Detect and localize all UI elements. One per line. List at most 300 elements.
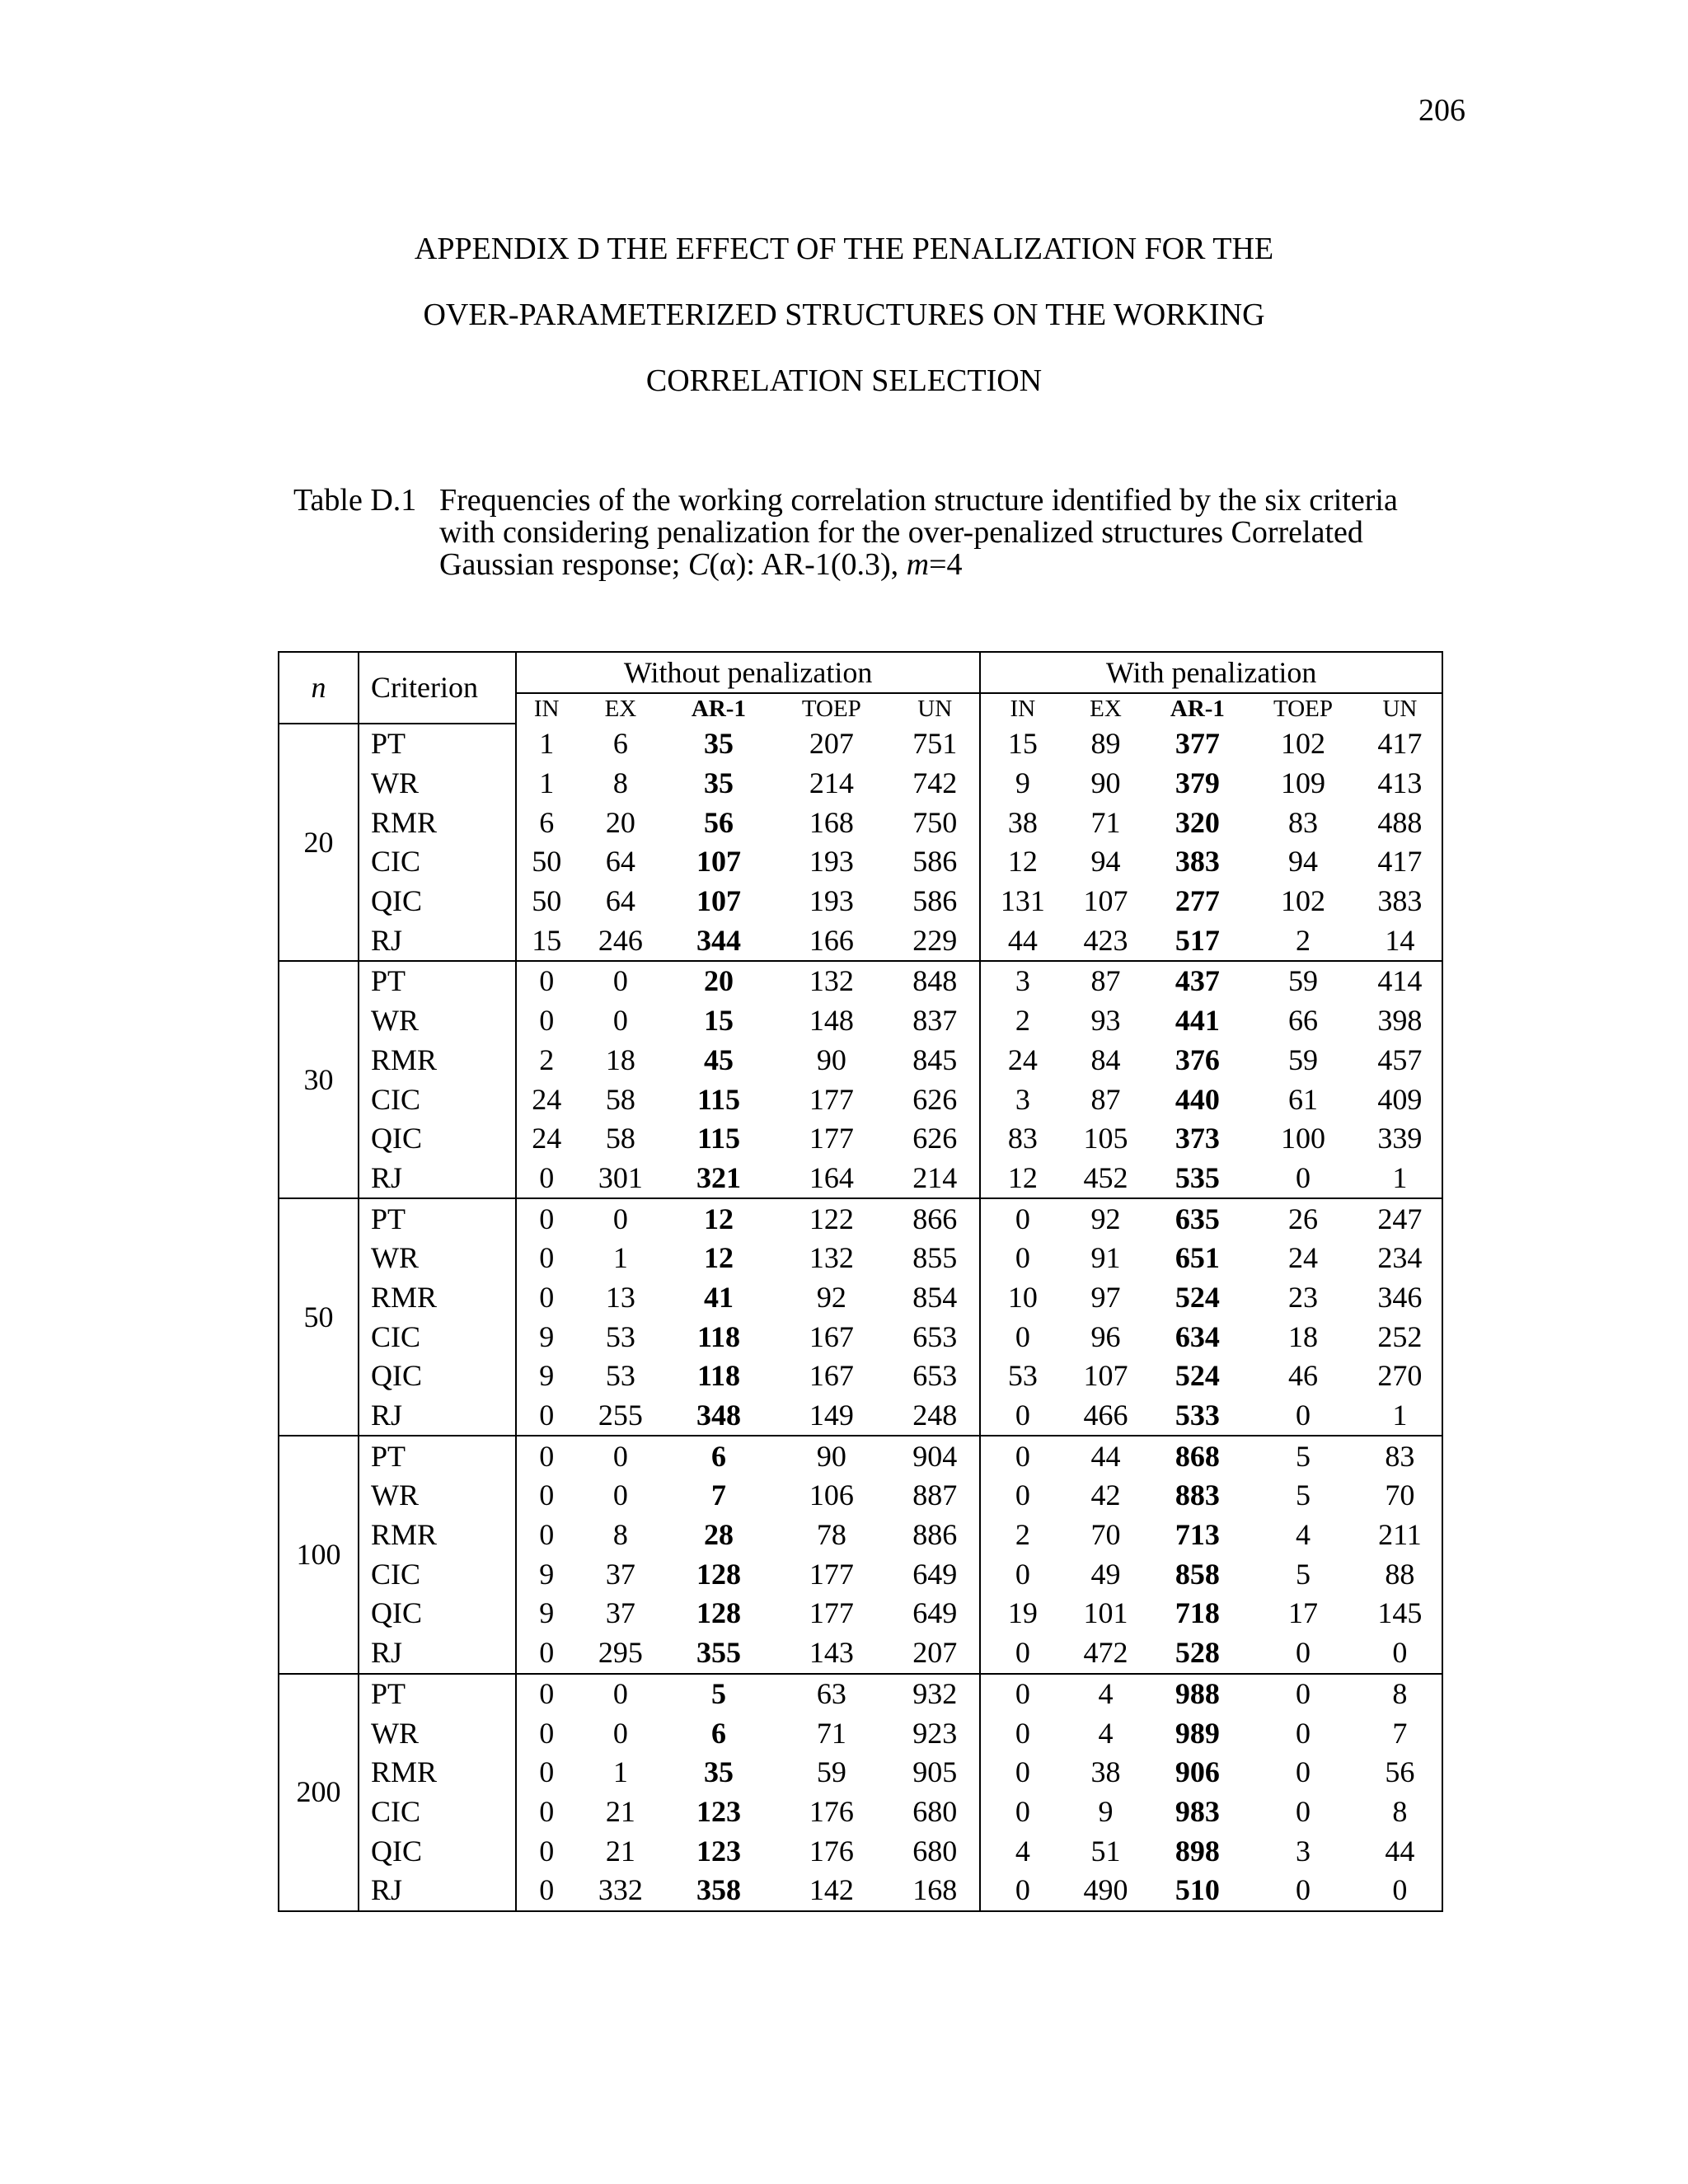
value-without-penalization: 12	[703, 1241, 734, 1275]
value-with-penalization: 983	[1175, 1794, 1220, 1828]
value-with-penalization: 1	[1358, 1396, 1442, 1436]
value-with-penalization: 24	[1288, 1241, 1319, 1275]
value-without-penalization: 59	[816, 1755, 846, 1789]
value-with-penalization: 9	[1098, 1794, 1114, 1828]
value-without-penalization: 0	[539, 1280, 555, 1314]
value-without-penalization: 118	[696, 1359, 740, 1393]
criterion-cell: QIC	[359, 1594, 516, 1633]
criterion-cell: QIC	[359, 882, 516, 921]
value-without-penalization: 1	[612, 1241, 628, 1275]
value-with-penalization: 0	[1015, 1439, 1030, 1473]
value-with-penalization: 883	[1175, 1479, 1220, 1512]
subheader-in: IN	[533, 696, 560, 722]
criterion-cell: WR	[359, 1001, 516, 1041]
value-without-penalization: 6	[539, 805, 555, 839]
value-with-penalization: 423	[1064, 921, 1146, 961]
value-with-penalization: 417	[1358, 724, 1442, 764]
value-without-penalization: 248	[890, 1396, 980, 1436]
table-row	[279, 803, 1442, 842]
value-with-penalization: 270	[1358, 1357, 1442, 1396]
table-row	[279, 1713, 1442, 1753]
table-row	[279, 1001, 1442, 1041]
value-with-penalization: 24	[1007, 1043, 1038, 1076]
value-without-penalization: 348	[664, 1396, 772, 1436]
caption-m-value: =4	[929, 547, 963, 582]
value-with-penalization: 906	[1175, 1755, 1220, 1789]
value-with-penalization: 102	[1281, 884, 1326, 918]
table-caption	[293, 485, 1447, 581]
value-with-penalization: 0	[1248, 1871, 1358, 1911]
value-with-penalization: 0	[1248, 1159, 1358, 1199]
value-without-penalization: 0	[516, 1396, 576, 1436]
value-with-penalization: 107	[1083, 884, 1128, 918]
table-row	[279, 1317, 1442, 1357]
sample-size-cell: 100	[279, 1436, 359, 1673]
value-with-penalization: 8	[1358, 1674, 1442, 1714]
header-without-penalization: Without penalization	[516, 652, 980, 693]
value-with-penalization: 59	[1288, 1043, 1319, 1076]
value-with-penalization: 66	[1288, 1004, 1319, 1038]
page-number: 206	[1418, 93, 1465, 128]
value-without-penalization: 21	[605, 1834, 635, 1868]
value-without-penalization: 887	[890, 1476, 980, 1516]
criterion-cell: PT	[359, 1198, 516, 1239]
criterion-cell: RJ	[359, 1159, 516, 1199]
value-with-penalization: 131	[1000, 884, 1045, 918]
value-with-penalization: 490	[1064, 1871, 1146, 1911]
value-with-penalization: 89	[1090, 726, 1121, 760]
value-with-penalization: 234	[1358, 1239, 1442, 1278]
value-without-penalization: 905	[890, 1753, 980, 1793]
criterion-cell: RJ	[359, 1871, 516, 1911]
value-without-penalization: 149	[772, 1396, 890, 1436]
value-with-penalization: 70	[1090, 1518, 1121, 1552]
subheader-in: IN	[1010, 696, 1036, 722]
value-with-penalization: 718	[1175, 1596, 1220, 1630]
value-without-penalization: 143	[772, 1633, 890, 1674]
value-with-penalization: 3	[1296, 1834, 1311, 1868]
criterion-cell: CIC	[359, 1317, 516, 1357]
value-with-penalization: 0	[1358, 1871, 1442, 1911]
value-without-penalization: 8	[612, 766, 628, 800]
table-row	[279, 961, 1442, 1001]
value-with-penalization: 2	[1015, 1518, 1030, 1552]
caption-m-symbol: m	[906, 547, 930, 582]
value-without-penalization: 626	[890, 1119, 980, 1159]
value-with-penalization: 441	[1175, 1004, 1220, 1038]
value-with-penalization: 383	[1175, 845, 1220, 879]
value-with-penalization: 4	[1098, 1676, 1114, 1710]
value-without-penalization: 168	[809, 805, 854, 839]
criterion-cell: RMR	[359, 803, 516, 842]
subheader-ex: EX	[604, 696, 637, 722]
value-with-penalization: 83	[1007, 1122, 1038, 1155]
value-without-penalization: 35	[703, 726, 734, 760]
value-without-penalization: 115	[696, 1122, 740, 1155]
value-with-penalization: 346	[1358, 1278, 1442, 1318]
value-without-penalization: 0	[539, 1241, 555, 1275]
value-with-penalization: 19	[1007, 1596, 1038, 1630]
criterion-cell: RJ	[359, 1633, 516, 1674]
value-without-penalization: 7	[710, 1479, 726, 1512]
value-with-penalization: 145	[1358, 1594, 1442, 1633]
value-without-penalization: 680	[890, 1831, 980, 1871]
value-with-penalization: 15	[1007, 726, 1038, 760]
value-with-penalization: 107	[1083, 1359, 1128, 1393]
criterion-cell: RMR	[359, 1278, 516, 1318]
value-with-penalization: 44	[1358, 1831, 1442, 1871]
value-without-penalization: 20	[703, 964, 734, 998]
value-with-penalization: 488	[1358, 803, 1442, 842]
criterion-cell: WR	[359, 764, 516, 804]
value-without-penalization: 148	[809, 1004, 854, 1038]
value-with-penalization: 898	[1175, 1834, 1220, 1868]
value-without-penalization: 0	[516, 1871, 576, 1911]
value-without-penalization: 177	[809, 1557, 854, 1591]
value-with-penalization: 105	[1083, 1122, 1128, 1155]
value-without-penalization: 751	[890, 724, 980, 764]
subheader-un: UN	[890, 693, 980, 724]
sample-size-cell: 200	[279, 1674, 359, 1911]
value-with-penalization: 528	[1147, 1633, 1249, 1674]
value-with-penalization: 87	[1090, 1082, 1121, 1116]
value-without-penalization: 9	[539, 1319, 555, 1353]
value-with-penalization: 0	[980, 1871, 1064, 1911]
value-with-penalization: 17	[1288, 1596, 1319, 1630]
value-with-penalization: 320	[1175, 805, 1220, 839]
value-with-penalization: 96	[1090, 1319, 1121, 1353]
subheader-un: UN	[1358, 693, 1442, 724]
value-without-penalization: 207	[890, 1633, 980, 1674]
value-with-penalization: 53	[1007, 1359, 1038, 1393]
value-without-penalization: 63	[816, 1676, 846, 1710]
table-row	[279, 1278, 1442, 1318]
value-without-penalization: 132	[809, 1241, 854, 1275]
value-with-penalization: 93	[1090, 1004, 1121, 1038]
value-without-penalization: 21	[605, 1794, 635, 1828]
value-without-penalization: 122	[809, 1202, 854, 1235]
value-without-penalization: 680	[890, 1793, 980, 1832]
value-without-penalization: 886	[890, 1516, 980, 1555]
value-with-penalization: 90	[1090, 766, 1121, 800]
value-without-penalization: 0	[612, 1439, 628, 1473]
criterion-cell: CIC	[359, 1554, 516, 1594]
value-without-penalization: 207	[809, 726, 854, 760]
value-without-penalization: 58	[605, 1082, 635, 1116]
value-without-penalization: 932	[890, 1674, 980, 1714]
value-with-penalization: 379	[1175, 766, 1220, 800]
value-with-penalization: 26	[1288, 1202, 1319, 1235]
criterion-cell: CIC	[359, 842, 516, 882]
value-with-penalization: 398	[1358, 1001, 1442, 1041]
value-with-penalization: 83	[1358, 1436, 1442, 1476]
value-with-penalization: 94	[1288, 845, 1319, 879]
value-without-penalization: 904	[890, 1436, 980, 1476]
value-with-penalization: 109	[1281, 766, 1326, 800]
criterion-cell: CIC	[359, 1793, 516, 1832]
value-with-penalization: 94	[1090, 845, 1121, 879]
criterion-cell: PT	[359, 1674, 516, 1714]
value-with-penalization: 1	[1358, 1159, 1442, 1199]
value-without-penalization: 50	[532, 845, 562, 879]
value-with-penalization: 0	[1015, 1557, 1030, 1591]
value-with-penalization: 440	[1175, 1082, 1220, 1116]
table-row	[279, 1554, 1442, 1594]
value-with-penalization: 713	[1175, 1518, 1220, 1552]
value-without-penalization: 653	[890, 1357, 980, 1396]
value-with-penalization: 0	[1296, 1716, 1311, 1750]
value-without-penalization: 0	[516, 1159, 576, 1199]
value-with-penalization: 46	[1288, 1359, 1319, 1393]
value-without-penalization: 177	[809, 1082, 854, 1116]
table-row	[279, 724, 1442, 764]
value-without-penalization: 0	[539, 1676, 555, 1710]
criterion-cell: RMR	[359, 1516, 516, 1555]
value-without-penalization: 13	[605, 1280, 635, 1314]
value-without-penalization: 0	[539, 1479, 555, 1512]
value-with-penalization: 0	[980, 1633, 1064, 1674]
table-row	[279, 1594, 1442, 1633]
value-without-penalization: 6	[710, 1439, 726, 1473]
table-row	[279, 1239, 1442, 1278]
value-without-penalization: 0	[539, 1794, 555, 1828]
value-with-penalization: 7	[1358, 1713, 1442, 1753]
value-without-penalization: 123	[696, 1794, 741, 1828]
value-with-penalization: 18	[1288, 1319, 1319, 1353]
value-without-penalization: 2	[539, 1043, 555, 1076]
criterion-cell: CIC	[359, 1080, 516, 1119]
value-with-penalization: 472	[1064, 1633, 1146, 1674]
value-without-penalization: 355	[664, 1633, 772, 1674]
value-without-penalization: 177	[809, 1122, 854, 1155]
value-with-penalization: 5	[1296, 1439, 1311, 1473]
value-with-penalization: 377	[1175, 726, 1220, 760]
value-with-penalization: 56	[1358, 1753, 1442, 1793]
value-with-penalization: 510	[1147, 1871, 1249, 1911]
value-without-penalization: 855	[890, 1239, 980, 1278]
value-without-penalization: 64	[605, 845, 635, 879]
value-with-penalization: 5	[1296, 1479, 1311, 1512]
value-without-penalization: 28	[703, 1518, 734, 1552]
criterion-cell: QIC	[359, 1357, 516, 1396]
value-with-penalization: 8	[1358, 1793, 1442, 1832]
criterion-cell: RJ	[359, 921, 516, 961]
table-row	[279, 1476, 1442, 1516]
table-row	[279, 1633, 1442, 1674]
value-with-penalization: 12	[980, 1159, 1064, 1199]
value-with-penalization: 0	[1015, 1319, 1030, 1353]
value-with-penalization: 452	[1064, 1159, 1146, 1199]
value-without-penalization: 9	[539, 1557, 555, 1591]
value-without-penalization: 58	[605, 1122, 635, 1155]
value-without-penalization: 1	[612, 1755, 628, 1789]
value-without-penalization: 0	[612, 1004, 628, 1038]
table-row	[279, 1793, 1442, 1832]
value-with-penalization: 413	[1358, 764, 1442, 804]
value-without-penalization: 176	[809, 1834, 854, 1868]
value-without-penalization: 6	[612, 726, 628, 760]
value-with-penalization: 277	[1175, 884, 1220, 918]
subheader-toep: TOEP	[801, 696, 861, 722]
value-with-penalization: 10	[1007, 1280, 1038, 1314]
value-with-penalization: 92	[1090, 1202, 1121, 1235]
value-without-penalization: 649	[890, 1594, 980, 1633]
sample-size-cell: 50	[279, 1198, 359, 1436]
value-without-penalization: 0	[539, 1755, 555, 1789]
value-without-penalization: 344	[664, 921, 772, 961]
value-with-penalization: 4	[1296, 1518, 1311, 1552]
appendix-title	[0, 216, 1688, 414]
value-without-penalization: 12	[703, 1202, 734, 1235]
table-row	[279, 764, 1442, 804]
value-with-penalization: 0	[1248, 1633, 1358, 1674]
value-with-penalization: 2	[1015, 1004, 1030, 1038]
table-row	[279, 1674, 1442, 1714]
value-with-penalization: 38	[1007, 805, 1038, 839]
value-with-penalization: 635	[1175, 1202, 1220, 1235]
value-without-penalization: 246	[576, 921, 664, 961]
criterion-cell: WR	[359, 1239, 516, 1278]
value-with-penalization: 101	[1083, 1596, 1128, 1630]
subheader-ar1: AR-1	[1170, 696, 1225, 722]
value-without-penalization: 123	[696, 1834, 741, 1868]
value-without-penalization: 167	[809, 1359, 854, 1393]
value-with-penalization: 0	[1296, 1794, 1311, 1828]
value-with-penalization: 88	[1358, 1554, 1442, 1594]
value-with-penalization: 0	[1015, 1202, 1030, 1235]
value-with-penalization: 59	[1288, 964, 1319, 998]
value-without-penalization: 90	[816, 1439, 846, 1473]
value-without-penalization: 20	[605, 805, 635, 839]
value-with-penalization: 83	[1288, 805, 1319, 839]
criterion-cell: RJ	[359, 1396, 516, 1436]
value-without-penalization: 0	[612, 1202, 628, 1235]
value-with-penalization: 84	[1090, 1043, 1121, 1076]
value-with-penalization: 3	[1015, 1082, 1030, 1116]
value-without-penalization: 92	[816, 1280, 846, 1314]
value-with-penalization: 0	[1248, 1396, 1358, 1436]
criterion-cell: QIC	[359, 1831, 516, 1871]
value-with-penalization: 87	[1090, 964, 1121, 998]
value-with-penalization: 102	[1281, 726, 1326, 760]
table-row	[279, 1357, 1442, 1396]
value-with-penalization: 5	[1296, 1557, 1311, 1591]
value-with-penalization: 211	[1358, 1516, 1442, 1555]
criterion-cell: PT	[359, 1436, 516, 1476]
value-with-penalization: 0	[1015, 1479, 1030, 1512]
value-with-penalization: 383	[1358, 882, 1442, 921]
value-without-penalization: 0	[612, 1676, 628, 1710]
value-with-penalization: 44	[1090, 1439, 1121, 1473]
caption-alpha: (α)	[709, 547, 747, 582]
value-without-penalization: 50	[532, 884, 562, 918]
value-with-penalization: 49	[1090, 1557, 1121, 1591]
value-without-penalization: 750	[890, 803, 980, 842]
value-without-penalization: 255	[576, 1396, 664, 1436]
value-with-penalization: 2	[1248, 921, 1358, 961]
table-row	[279, 1080, 1442, 1119]
criterion-cell: WR	[359, 1713, 516, 1753]
value-without-penalization: 15	[516, 921, 576, 961]
caption-c-symbol: C	[687, 547, 710, 582]
value-without-penalization: 0	[539, 1834, 555, 1868]
value-with-penalization: 71	[1090, 805, 1121, 839]
value-with-penalization: 634	[1175, 1319, 1220, 1353]
value-without-penalization: 53	[605, 1319, 635, 1353]
value-without-penalization: 107	[696, 845, 741, 879]
subheader-toep: TOEP	[1273, 696, 1334, 722]
value-without-penalization: 0	[516, 1633, 576, 1674]
value-without-penalization: 837	[890, 1001, 980, 1041]
value-with-penalization: 535	[1147, 1159, 1249, 1199]
value-without-penalization: 132	[809, 964, 854, 998]
value-without-penalization: 649	[890, 1554, 980, 1594]
value-without-penalization: 78	[816, 1518, 846, 1552]
value-with-penalization: 42	[1090, 1479, 1121, 1512]
value-with-penalization: 868	[1175, 1439, 1220, 1473]
value-without-penalization: 24	[532, 1122, 562, 1155]
value-without-penalization: 0	[612, 964, 628, 998]
appendix-title-line-1: APPENDIX D THE EFFECT OF THE PENALIZATION FOR THE	[414, 232, 1274, 266]
sample-size-cell: 20	[279, 724, 359, 961]
criterion-cell: RMR	[359, 1041, 516, 1080]
value-with-penalization: 466	[1064, 1396, 1146, 1436]
value-without-penalization: 8	[612, 1518, 628, 1552]
subheader-ex: EX	[1090, 696, 1122, 722]
value-with-penalization: 9	[1015, 766, 1030, 800]
table-row	[279, 1516, 1442, 1555]
table-row	[279, 882, 1442, 921]
value-without-penalization: 923	[890, 1713, 980, 1753]
value-without-penalization: 0	[539, 1004, 555, 1038]
table-row	[279, 1041, 1442, 1080]
header-criterion: Criterion	[359, 652, 516, 724]
value-with-penalization: 44	[980, 921, 1064, 961]
value-with-penalization: 437	[1175, 964, 1220, 998]
subheader-ar1: AR-1	[691, 696, 746, 722]
value-with-penalization: 651	[1175, 1241, 1220, 1275]
value-with-penalization: 12	[1007, 845, 1038, 879]
value-without-penalization: 0	[539, 964, 555, 998]
table-caption-text	[439, 485, 1447, 581]
value-with-penalization: 0	[1015, 1794, 1030, 1828]
value-with-penalization: 988	[1175, 1676, 1220, 1710]
value-with-penalization: 0	[1296, 1755, 1311, 1789]
value-without-penalization: 295	[576, 1633, 664, 1674]
value-without-penalization: 45	[703, 1043, 734, 1076]
value-without-penalization: 845	[890, 1041, 980, 1080]
value-without-penalization: 301	[576, 1159, 664, 1199]
table-row	[279, 842, 1442, 882]
value-with-penalization: 3	[1015, 964, 1030, 998]
value-with-penalization: 38	[1090, 1755, 1121, 1789]
value-with-penalization: 524	[1175, 1280, 1220, 1314]
table-row	[279, 1159, 1442, 1199]
value-with-penalization: 97	[1090, 1280, 1121, 1314]
value-without-penalization: 35	[703, 1755, 734, 1789]
value-without-penalization: 177	[809, 1596, 854, 1630]
table-row	[279, 1396, 1442, 1436]
value-without-penalization: 107	[696, 884, 741, 918]
value-with-penalization: 0	[1015, 1755, 1030, 1789]
caption-text-ar: : AR-1(0.3),	[746, 547, 907, 582]
value-with-penalization: 51	[1090, 1834, 1121, 1868]
value-without-penalization: 0	[539, 1518, 555, 1552]
criterion-cell: QIC	[359, 1119, 516, 1159]
value-without-penalization: 71	[816, 1716, 846, 1750]
appendix-title-line-3: CORRELATION SELECTION	[645, 363, 1043, 398]
value-with-penalization: 100	[1281, 1122, 1326, 1155]
